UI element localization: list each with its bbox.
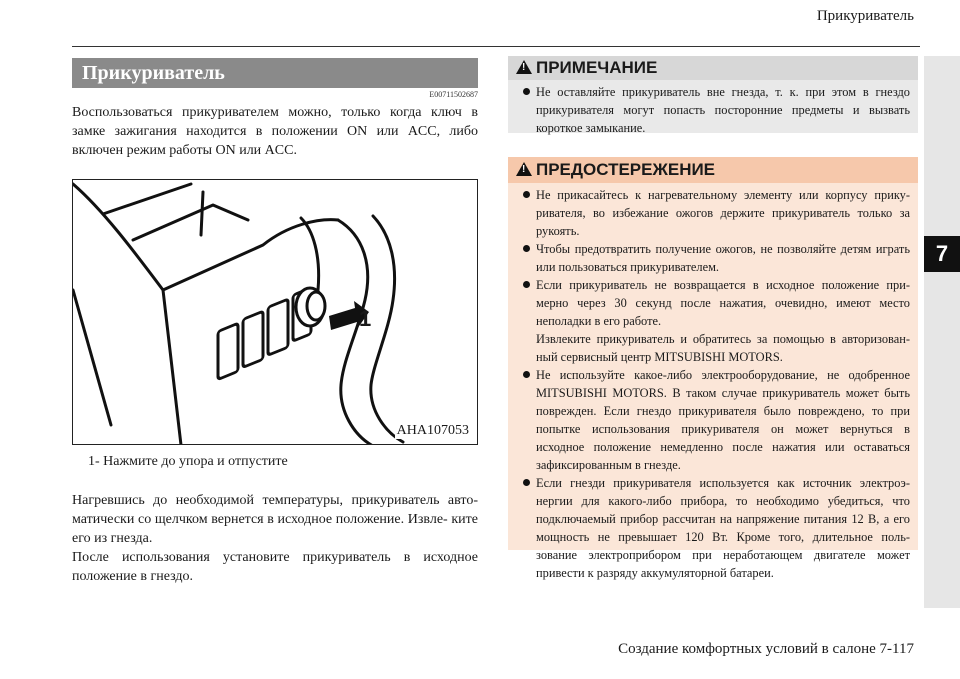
warning-item: Чтобы предотвратить получение ожогов, не позволяйте детям играть или пользоваться прикуривателем. xyxy=(522,240,910,276)
warning-item xyxy=(522,276,910,366)
warning-item: Не прикасайтесь к нагревательному элементу или корпусу прику- ривателя, во избежание ожогов держите прикуриватель только за рукоять. xyxy=(522,186,910,240)
lighter-drawing xyxy=(73,180,478,445)
running-header-title: Прикуриватель xyxy=(816,8,914,24)
footer-page-label: Создание комфортных условий в салоне 7-117 xyxy=(618,641,914,657)
chapter-side-tab xyxy=(924,56,960,608)
note-box xyxy=(508,56,918,133)
after-paragraph-2: После использования установите прикуриватель в исходное положение в гнездо. xyxy=(72,550,478,584)
note-heading: !ПРИМЕЧАНИЕ xyxy=(508,56,918,80)
note-item: Не оставляйте прикуриватель вне гнезда, т. к. при этом в гнездо прикуривателя могут попасть посторонние предметы и вызвать короткое замыкание. xyxy=(522,83,910,137)
warning-item-text: Если прикуриватель не возвращается в исходное положение при- мерно через 30 секунд после нажатия, очевидно, имеют место неполадки в его работе. xyxy=(536,278,910,328)
document-code: E00711502687 xyxy=(429,90,478,99)
warning-item: Не используйте какое-либо электрооборудование, не одобренное MITSUBISHI MOTORS. В таком случае прикуриватель может быть поврежден. Если гнездо прикуривателя было повреждено, то при попытке использования прикуривателя он может вернуться в исходное положение немедленно после нажатия или оставаться зафиксированным в гнезде. xyxy=(522,366,910,474)
note-list xyxy=(508,80,918,137)
lighter-illustration xyxy=(72,179,478,445)
warning-heading: !ПРЕДОСТЕРЕЖЕНИЕ xyxy=(508,157,918,183)
figure-callout-number: 1 xyxy=(359,306,372,331)
chapter-number: 7 xyxy=(924,236,960,272)
warning-triangle-icon xyxy=(516,162,532,176)
figure-legend: 1- Нажмите до упора и отпустите xyxy=(88,454,288,469)
caution-triangle-icon xyxy=(516,60,532,74)
after-paragraph-1: Нагревшись до необходимой температуры, прикуриватель авто- матически со щелчком вернется в исходное положение. Извле- ките его из гнезда. xyxy=(72,493,478,546)
header-rule xyxy=(72,46,920,47)
warning-box xyxy=(508,157,918,580)
section-title: Прикуриватель xyxy=(72,58,478,88)
warning-item: Если гнезди прикуривателя используется как источник электроэ- нергии для какого-либо прибора, то необходимо убедиться, что подключаемый прибор рассчитан на напряжение питания 12 В, а его мощность не превышает 120 Вт. Кроме того, длительное поль- зование электроприбором при неработающем двигателе может привести к разряду аккумуляторной батареи. xyxy=(522,474,910,582)
warning-item-continuation: Извлеките прикуриватель и обратитесь за помощью в авторизован- ный сервисный центр MITSUBISHI MOTORS. xyxy=(536,332,910,364)
intro-paragraph: Воспользоваться прикуривателем можно, только когда ключ в замке зажигания находится в положении ON или ACC, либо включен режим работы ON или ACC. xyxy=(72,105,478,158)
figure-code: AHA107053 xyxy=(396,423,469,438)
warning-list xyxy=(508,183,918,582)
